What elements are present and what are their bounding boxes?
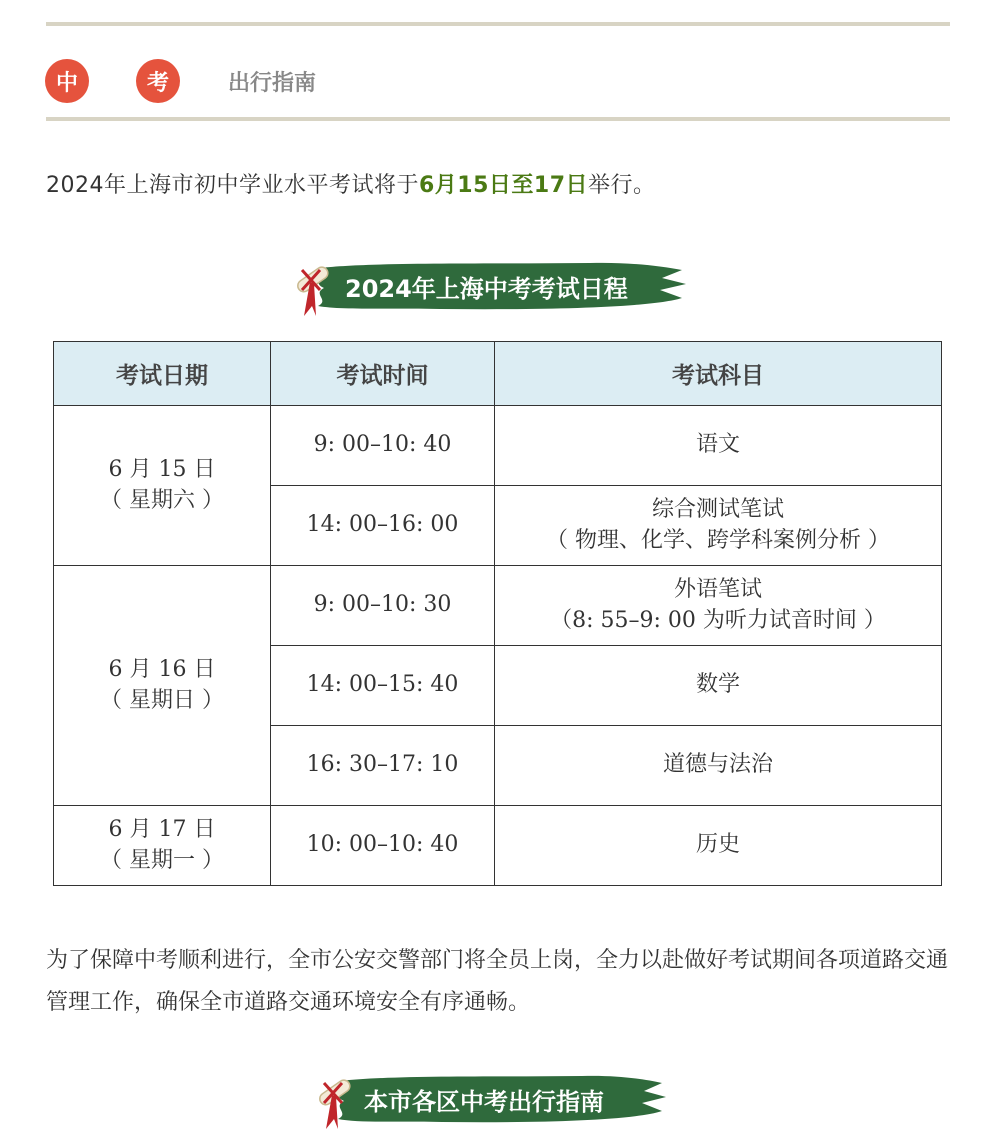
table-header-row [54,342,942,406]
weekday: （ 星期一 ） [100,847,224,873]
traffic-paragraph: 为了保障中考顺利进行，全市公安交警部门将全员上岗，全力以赴做好考试期间各项道路交通管理工作，确保全市道路交通环境安全有序通畅。 [46,948,949,1015]
time-cell: 16: 30–17: 10 [271,726,495,806]
schedule-banner-title: 2024年上海中考考试日程 [345,274,628,303]
subject-cell [495,726,942,806]
weekday: （ 星期六 ） [100,487,224,513]
badge-kao: 考 [136,59,180,103]
bottom-divider [46,117,950,121]
subject-cell [495,406,942,486]
intro-text [46,168,656,199]
exam-schedule-table [53,341,942,886]
time-cell: 9: 00–10: 40 [271,406,495,486]
subject: 数学 [695,672,740,698]
subject-cell [495,486,942,566]
time-cell: 14: 00–16: 00 [271,486,495,566]
subject: 历史 [695,832,740,858]
table-row [54,806,942,886]
intro-before: 2024年上海市初中学业水平考试将于 [46,173,419,198]
travel-guide-banner [312,1073,668,1125]
subject-cell [495,566,942,646]
weekday: （ 星期日 ） [100,687,224,713]
date-cell [54,566,271,806]
date: 6 月 16 日 [108,656,216,682]
top-divider [46,22,950,26]
diploma-scroll-icon [312,1069,356,1131]
header-date: 考试日期 [54,342,271,406]
schedule-banner [290,260,688,312]
intro-highlight-dates: 6月15日至17日 [419,173,589,198]
subject-note: （8: 55–9: 00 为听力试音时间 ） [550,607,886,633]
subject-cell [495,806,942,886]
diploma-scroll-icon [290,256,334,318]
table-row [54,406,942,486]
time-cell: 9: 00–10: 30 [271,566,495,646]
intro-after: 举行。 [588,173,656,198]
time-cell: 10: 00–10: 40 [271,806,495,886]
table-row [54,566,942,646]
subject-cell [495,646,942,726]
time-cell: 14: 00–15: 40 [271,646,495,726]
travel-guide-banner-title: 本市各区中考出行指南 [364,1087,604,1116]
subject: 外语笔试 [673,576,762,602]
date-cell [54,406,271,566]
date: 6 月 17 日 [108,816,216,842]
subject: 语文 [695,432,740,458]
date: 6 月 15 日 [108,456,216,482]
header-time: 考试时间 [271,342,495,406]
badge-zhong: 中 [45,59,89,103]
subject: 综合测试笔试 [651,496,784,522]
section-title: 出行指南 [228,71,317,96]
date-cell [54,806,271,886]
subject: 道德与法治 [662,752,773,778]
subject-note: （ 物理、化学、跨学科案例分析 ） [546,527,890,553]
header-subject: 考试科目 [495,342,942,406]
